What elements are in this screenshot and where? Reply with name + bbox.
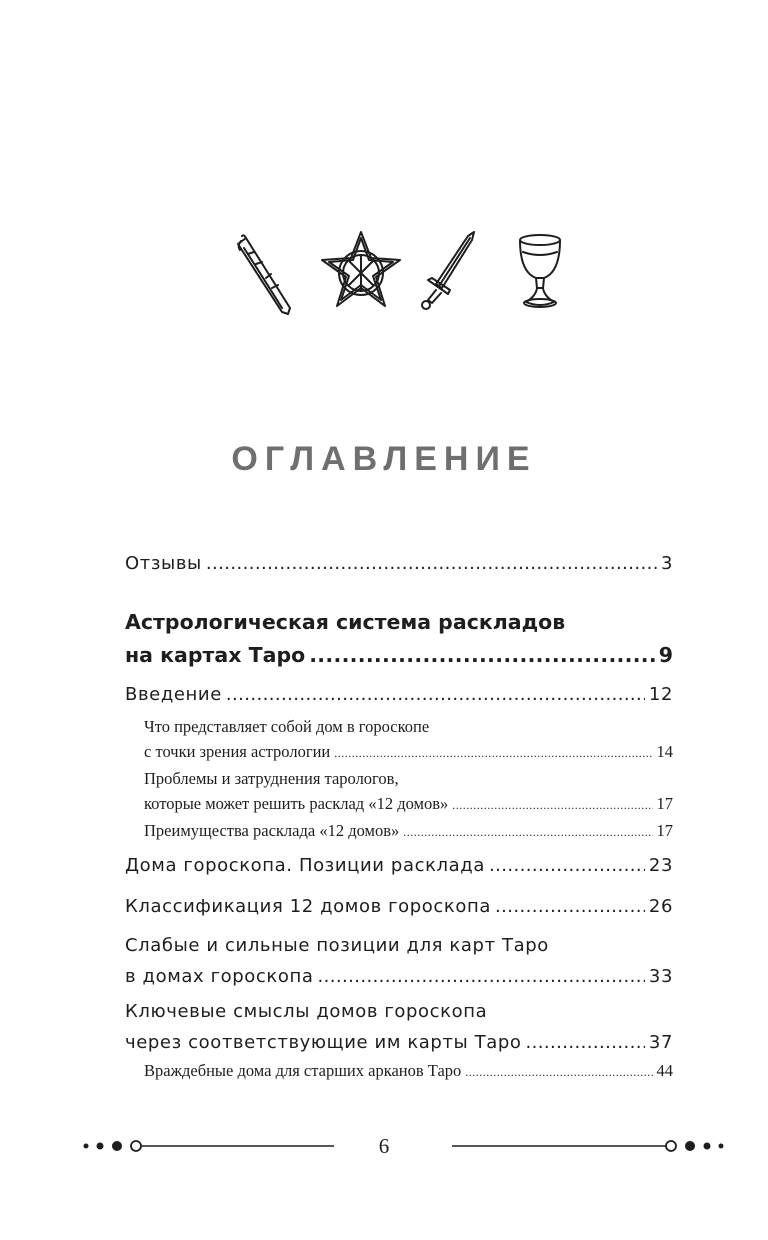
toc-entry-title-cont: с точки зрения астрологии bbox=[144, 742, 331, 761]
dot-leader bbox=[226, 679, 645, 710]
toc-entry-page: 23 bbox=[648, 855, 673, 876]
toc-entry-page: 14 bbox=[656, 742, 673, 761]
dot-leader bbox=[526, 1027, 645, 1058]
toc-entry-title: Враждебные дома для старших арканов Таро bbox=[144, 1061, 462, 1080]
dot-leader bbox=[452, 793, 652, 818]
toc-entry[interactable] bbox=[125, 930, 673, 992]
toc-entry-title-cont: в домах гороскопа bbox=[125, 966, 314, 987]
toc-entry-title: Отзывы bbox=[125, 553, 202, 574]
toc-subentry[interactable] bbox=[144, 818, 673, 845]
dot-leader bbox=[317, 961, 644, 992]
toc-entry-page: 9 bbox=[658, 643, 673, 667]
sword-icon bbox=[416, 228, 480, 312]
dot-leader bbox=[403, 820, 652, 845]
toc-entry-title: Введение bbox=[125, 684, 222, 705]
toc-entry[interactable] bbox=[125, 891, 673, 922]
toc-entry-title: Слабые и сильные позиции для карт Таро bbox=[125, 935, 549, 956]
toc-subentry[interactable] bbox=[144, 714, 673, 766]
dot-leader bbox=[489, 850, 645, 881]
toc-entry-title: Дома гороскопа. Позиции расклада bbox=[125, 855, 485, 876]
dot-leader bbox=[465, 1060, 652, 1085]
toc-entry[interactable] bbox=[125, 679, 673, 710]
dot-leader bbox=[206, 548, 657, 579]
toc-entry-title-cont: которые может решить расклад «12 домов» bbox=[144, 794, 449, 813]
toc-subentry[interactable] bbox=[144, 766, 673, 818]
toc-entry-page: 37 bbox=[648, 1032, 673, 1053]
toc-entry-title-cont: на картах Таро bbox=[125, 643, 306, 667]
tarot-suits-ornament bbox=[0, 228, 768, 328]
toc-entry-title: Проблемы и затруднения тарологов, bbox=[144, 769, 399, 788]
toc-entry[interactable] bbox=[125, 996, 673, 1058]
toc-entry-page: 26 bbox=[648, 896, 673, 917]
toc-entry-page: 44 bbox=[656, 1061, 673, 1080]
wand-icon bbox=[232, 228, 298, 320]
toc-entry-title: Астрологическая система раскладов bbox=[125, 610, 566, 634]
toc-entry-page: 17 bbox=[656, 794, 673, 813]
toc-heading: ОГЛАВЛЕНИЕ bbox=[231, 440, 537, 478]
page-number: 6 bbox=[378, 1134, 390, 1158]
toc-entry-page: 12 bbox=[648, 684, 673, 705]
toc-entry-title: Что представляет собой дом в гороскопе bbox=[144, 717, 430, 736]
toc-entry-title: Ключевые смыслы домов гороскопа bbox=[125, 1001, 488, 1022]
dot-leader bbox=[334, 741, 652, 766]
dot-leader bbox=[309, 639, 655, 672]
toc-entry-page: 17 bbox=[656, 821, 673, 840]
cup-icon bbox=[512, 228, 568, 312]
toc-subentry[interactable] bbox=[144, 1058, 673, 1085]
toc-entry-title: Преимущества расклада «12 домов» bbox=[144, 821, 400, 840]
toc-entry[interactable] bbox=[125, 548, 673, 579]
toc-entry-main[interactable] bbox=[125, 606, 673, 672]
dot-leader bbox=[495, 891, 645, 922]
toc-entry-title-cont: через соответствующие им карты Таро bbox=[125, 1032, 522, 1053]
toc-entry[interactable] bbox=[125, 850, 673, 881]
pentacle-icon bbox=[318, 228, 404, 310]
toc-entry-title: Классификация 12 домов гороскопа bbox=[125, 896, 491, 917]
toc-entry-page: 3 bbox=[660, 553, 673, 574]
toc-entry-page: 33 bbox=[648, 966, 673, 987]
